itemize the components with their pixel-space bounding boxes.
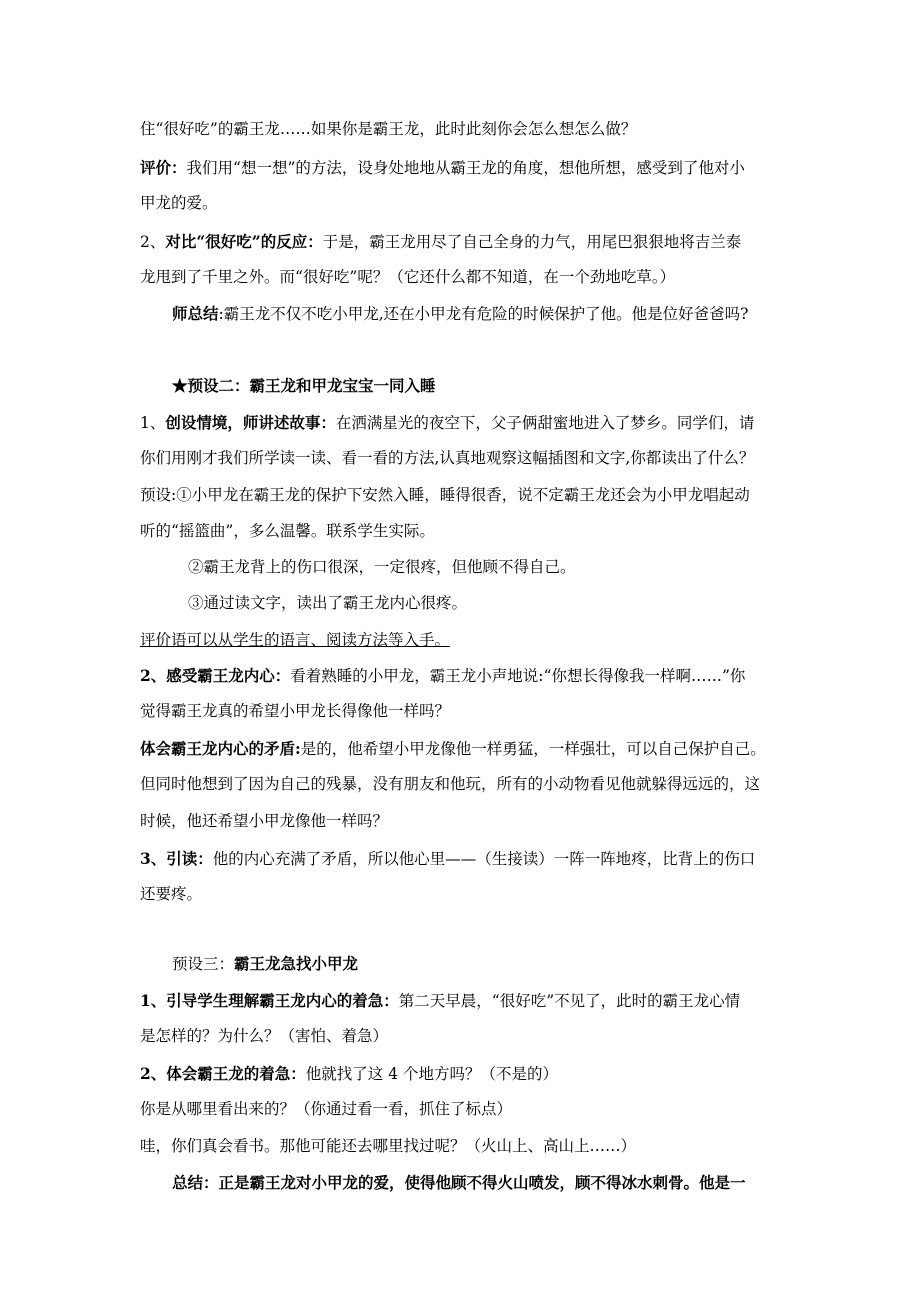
label-bold: 体会霸王龙内心的矛盾: — [140, 739, 301, 758]
paragraph-line-underlined: 评价语可以从学生的语言、阅读方法等入手。 — [140, 631, 451, 649]
paragraph-line: 哇，你们真会看书。那他可能还去哪里找过呢？（火山上、高山上……） — [140, 1137, 637, 1155]
paragraph-line: ③通过读文字，读出了霸王龙内心很疼。 — [188, 594, 468, 612]
paragraph-line: ②霸王龙背上的伤口很深，一定很疼，但他顾不得自己。 — [188, 558, 576, 576]
paragraph-line: 觉得霸王龙真的希望小甲龙长得像他一样吗？ — [140, 702, 451, 720]
paragraph-line: 但同时他想到了因为自己的残暴，没有朋友和他玩，所有的小动物看见他就躲得远远的，这 — [140, 775, 761, 793]
paragraph-line: 龙甩到了千里之外。而“很好吃”呢？（它还什么都不知道，在一个劲地吃草。） — [140, 268, 676, 286]
paragraph-line: 住“很好吃”的霸王龙……如果你是霸王龙，此时此刻你会怎么想怎么做？ — [140, 120, 637, 138]
label-bold: 3、引读： — [140, 849, 213, 868]
label-bold: 2、体会霸王龙的着急： — [140, 1064, 306, 1083]
paragraph-line: 2、对比“很好吃”的反应：于是，霸王龙用尽了自己全身的力气，用尾巴狠狠地将吉兰泰 — [140, 232, 742, 251]
paragraph-line: 评价：我们用“想一想”的方法，设身处地地从霸王龙的角度，想他所想，感受到了他对小 — [140, 158, 745, 177]
label-bold: 创设情境，师讲述故事： — [165, 413, 336, 432]
paragraph-line: 总结：正是霸王龙对小甲龙的爱，使得他顾不得火山喷发，顾不得冰水刺骨。他是一 — [172, 1173, 746, 1192]
paragraph-line: 听的“摇篮曲”，多么温馨。联系学生实际。 — [140, 522, 435, 540]
paragraph-line: 预设:①小甲龙在霸王龙的保护下安然入睡，睡得很香，说不定霸王龙还会为小甲龙唱起动 — [140, 486, 750, 504]
section-heading: ★预设二：霸王龙和甲龙宝宝一同入睡 — [172, 376, 436, 395]
label-bold: 评价： — [140, 158, 187, 177]
paragraph-line: 还要疼。 — [140, 885, 203, 903]
label-bold: 1、引导学生理解霸王龙内心的着急： — [140, 991, 399, 1010]
label-bold: 2、感受霸王龙内心： — [140, 666, 291, 685]
label-bold: 师总结 — [172, 304, 219, 323]
paragraph-line: 师总结:霸王龙不仅不吃小甲龙,还在小甲龙有危险的时候保护了他。他是位好爸爸吗? — [172, 304, 749, 323]
paragraph-line: 2、感受霸王龙内心：看着熟睡的小甲龙，霸王龙小声地说:“你想长得像我一样啊……”你 — [140, 666, 746, 685]
paragraph-line: 1、创设情境，师讲述故事：在洒满星光的夜空下，父子俩甜蜜地进入了梦乡。同学们，请 — [140, 413, 755, 432]
section-heading: 预设三：霸王龙急找小甲龙 — [172, 954, 359, 973]
paragraph-line: 你是从哪里看出来的？（你通过看一看，抓住了标点） — [140, 1100, 513, 1118]
paragraph-line: 时候，他还希望小甲龙像他一样吗？ — [140, 812, 389, 830]
paragraph-line: 你们用刚才我们所学读一读、看一看的方法,认真地观察这幅插图和文字,你都读出了什么？ — [140, 449, 755, 467]
label-bold: 对比“很好吃”的反应： — [165, 232, 323, 251]
paragraph-line: 体会霸王龙内心的矛盾:是的，他希望小甲龙像他一样勇猛，一样强壮，可以自己保护自己。 — [140, 739, 766, 758]
paragraph-line: 1、引导学生理解霸王龙内心的着急：第二天早晨，“很好吃”不见了，此时的霸王龙心情 — [140, 991, 741, 1010]
paragraph-line: 2、体会霸王龙的着急：他就找了这 4 个地方吗？（不是的） — [140, 1064, 559, 1083]
paragraph-line: 3、引读：他的内心充满了矛盾，所以他心里——（生接读）一阵一阵地疼，比背上的伤口 — [140, 849, 756, 868]
paragraph-line: 甲龙的爱。 — [140, 194, 218, 212]
paragraph-line: 是怎样的？为什么？（害怕、着急） — [140, 1027, 389, 1045]
